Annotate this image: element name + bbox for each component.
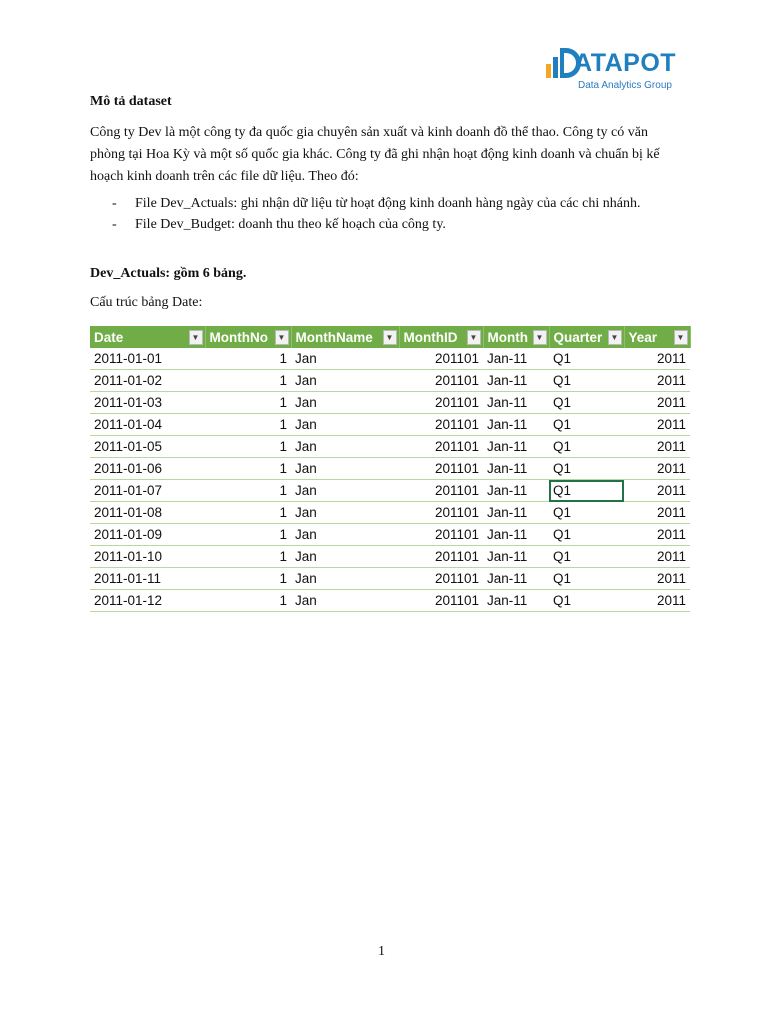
table-cell-year[interactable]: 2011 xyxy=(624,546,690,568)
table-cell-monthname[interactable]: Jan xyxy=(291,348,399,370)
table-cell-quarter[interactable]: Q1 xyxy=(549,436,624,458)
table-cell-year[interactable]: 2011 xyxy=(624,348,690,370)
table-row xyxy=(90,480,690,502)
table-cell-year[interactable]: 2011 xyxy=(624,502,690,524)
table-cell-date[interactable]: 2011-01-04 xyxy=(90,414,205,436)
list-item xyxy=(90,215,680,234)
table-cell-year[interactable]: 2011 xyxy=(624,480,690,502)
logo-wordmark: ATAPOT xyxy=(574,49,677,77)
column-header-monthno[interactable] xyxy=(205,326,291,348)
table-cell-quarter[interactable]: Q1 xyxy=(549,480,624,502)
table-cell-date[interactable]: 2011-01-09 xyxy=(90,524,205,546)
column-header-label: Date xyxy=(94,329,124,345)
table-row xyxy=(90,546,690,568)
table-cell-quarter[interactable]: Q1 xyxy=(549,590,624,612)
table-cell-date[interactable]: 2011-01-05 xyxy=(90,436,205,458)
table-cell-monthid[interactable]: 201101 xyxy=(399,348,483,370)
table-cell-monthno[interactable]: 1 xyxy=(205,590,291,612)
table-cell-monthno[interactable]: 1 xyxy=(205,392,291,414)
table-cell-month[interactable]: Jan-11 xyxy=(483,414,549,436)
filter-dropdown-icon[interactable]: ▼ xyxy=(189,330,203,345)
column-header-label: Quarter xyxy=(553,329,603,345)
table-cell-monthno[interactable]: 1 xyxy=(205,502,291,524)
table-cell-year[interactable]: 2011 xyxy=(624,458,690,480)
table-cell-year[interactable]: 2011 xyxy=(624,436,690,458)
table-cell-month[interactable]: Jan-11 xyxy=(483,502,549,524)
table-row xyxy=(90,458,690,480)
table-cell-monthno[interactable]: 1 xyxy=(205,458,291,480)
table-row xyxy=(90,414,690,436)
column-header-label: MonthNo xyxy=(209,329,268,345)
table-cell-month[interactable]: Jan-11 xyxy=(483,480,549,502)
table-cell-month[interactable]: Jan-11 xyxy=(483,370,549,392)
table-cell-date[interactable]: 2011-01-10 xyxy=(90,546,205,568)
table-cell-monthno[interactable]: 1 xyxy=(205,524,291,546)
table-cell-monthid[interactable]: 201101 xyxy=(399,458,483,480)
sub-heading: Dev_Actuals: gồm 6 bảng. xyxy=(90,266,247,281)
table-row xyxy=(90,524,690,546)
table-row xyxy=(90,392,690,414)
table-row xyxy=(90,590,690,612)
table-cell-quarter[interactable]: Q1 xyxy=(549,392,624,414)
table-cell-monthno[interactable]: 1 xyxy=(205,568,291,590)
list-item xyxy=(90,194,680,213)
table-cell-month[interactable]: Jan-11 xyxy=(483,458,549,480)
table-cell-quarter[interactable]: Q1 xyxy=(549,568,624,590)
intro-paragraph: Công ty Dev là một công ty đa quốc gia chuyên sản xuất và kinh doanh đồ thể thao. Công ty có văn phòng tại Hoa Kỳ và một số quốc gia khác. Công ty đã ghi nhận hoạt động kinh doanh và chuẩn bị kế hoạch kinh doanh trên các file dữ liệu. Theo đó: xyxy=(90,125,660,184)
table-cell-quarter[interactable]: Q1 xyxy=(549,546,624,568)
table-row xyxy=(90,370,690,392)
table-cell-month[interactable]: Jan-11 xyxy=(483,568,549,590)
column-header-quarter[interactable] xyxy=(549,326,624,348)
table-cell-monthid[interactable]: 201101 xyxy=(399,524,483,546)
section-heading: Mô tả dataset xyxy=(90,94,172,109)
filter-dropdown-icon[interactable]: ▼ xyxy=(383,330,397,345)
filter-dropdown-icon[interactable]: ▼ xyxy=(467,330,481,345)
table-cell-year[interactable]: 2011 xyxy=(624,370,690,392)
table-cell-year[interactable]: 2011 xyxy=(624,590,690,612)
table-cell-date[interactable]: 2011-01-06 xyxy=(90,458,205,480)
table-cell-monthno[interactable]: 1 xyxy=(205,414,291,436)
table-cell-month[interactable]: Jan-11 xyxy=(483,392,549,414)
table-cell-date[interactable]: 2011-01-02 xyxy=(90,370,205,392)
column-header-label: Year xyxy=(628,329,658,345)
table-cell-monthname[interactable]: Jan xyxy=(291,546,399,568)
table-cell-year[interactable]: 2011 xyxy=(624,524,690,546)
table-cell-monthno[interactable]: 1 xyxy=(205,480,291,502)
table-header-row xyxy=(90,326,690,348)
filter-dropdown-icon[interactable]: ▼ xyxy=(674,330,688,345)
bullet-dash: - xyxy=(112,217,117,232)
table-row xyxy=(90,568,690,590)
table-cell-quarter[interactable]: Q1 xyxy=(549,502,624,524)
table-cell-monthno[interactable]: 1 xyxy=(205,546,291,568)
table-cell-year[interactable]: 2011 xyxy=(624,568,690,590)
filter-dropdown-icon[interactable]: ▼ xyxy=(533,330,547,345)
table-cell-month[interactable]: Jan-11 xyxy=(483,436,549,458)
table-cell-quarter[interactable]: Q1 xyxy=(549,414,624,436)
table-row xyxy=(90,348,690,370)
table-cell-date[interactable]: 2011-01-08 xyxy=(90,502,205,524)
table-cell-monthname[interactable]: Jan xyxy=(291,370,399,392)
table-cell-monthid[interactable]: 201101 xyxy=(399,370,483,392)
table-cell-monthname[interactable]: Jan xyxy=(291,480,399,502)
list-item-text: File Dev_Actuals: ghi nhận dữ liệu từ hoạt động kinh doanh hàng ngày của các chi nhánh. xyxy=(135,196,641,211)
table-cell-date[interactable]: 2011-01-07 xyxy=(90,480,205,502)
table-cell-quarter[interactable]: Q1 xyxy=(549,524,624,546)
table-cell-year[interactable]: 2011 xyxy=(624,414,690,436)
table-cell-monthid[interactable]: 201101 xyxy=(399,590,483,612)
bullet-dash: - xyxy=(112,196,117,211)
table-cell-month[interactable]: Jan-11 xyxy=(483,546,549,568)
table-caption: Cấu trúc bảng Date: xyxy=(90,295,203,310)
column-header-date[interactable] xyxy=(90,326,205,348)
logo-tagline: Data Analytics Group xyxy=(578,80,672,91)
table-row xyxy=(90,502,690,524)
table-cell-monthid[interactable]: 201101 xyxy=(399,436,483,458)
table-cell-monthname[interactable]: Jan xyxy=(291,524,399,546)
table-cell-monthid[interactable]: 201101 xyxy=(399,392,483,414)
filter-dropdown-icon[interactable]: ▼ xyxy=(275,330,289,345)
table-cell-monthid[interactable]: 201101 xyxy=(399,546,483,568)
table-cell-monthname[interactable]: Jan xyxy=(291,568,399,590)
table-cell-date[interactable]: 2011-01-12 xyxy=(90,590,205,612)
table-cell-monthno[interactable]: 1 xyxy=(205,436,291,458)
table-cell-monthname[interactable]: Jan xyxy=(291,392,399,414)
table-cell-monthname[interactable]: Jan xyxy=(291,502,399,524)
table-row xyxy=(90,436,690,458)
table-cell-date[interactable]: 2011-01-01 xyxy=(90,348,205,370)
table-cell-monthname[interactable]: Jan xyxy=(291,590,399,612)
table-cell-month[interactable]: Jan-11 xyxy=(483,524,549,546)
list-item-text: File Dev_Budget: doanh thu theo kế hoạch của công ty. xyxy=(135,217,446,232)
date-table-screenshot xyxy=(90,326,686,612)
datapot-logo xyxy=(544,42,684,94)
column-header-label: MonthID xyxy=(403,329,458,345)
column-header-month[interactable] xyxy=(483,326,549,348)
table-cell-monthid[interactable]: 201101 xyxy=(399,480,483,502)
date-table xyxy=(90,326,691,612)
table-cell-quarter[interactable]: Q1 xyxy=(549,370,624,392)
table-cell-date[interactable]: 2011-01-11 xyxy=(90,568,205,590)
table-cell-monthname[interactable]: Jan xyxy=(291,414,399,436)
table-body xyxy=(90,348,690,612)
table-cell-monthid[interactable]: 201101 xyxy=(399,568,483,590)
column-header-label: MonthName xyxy=(295,329,373,345)
table-cell-quarter[interactable]: Q1 xyxy=(549,458,624,480)
table-cell-quarter[interactable]: Q1 xyxy=(549,348,624,370)
table-cell-monthid[interactable]: 201101 xyxy=(399,414,483,436)
table-cell-monthname[interactable]: Jan xyxy=(291,458,399,480)
column-header-label: Month xyxy=(487,329,528,345)
column-header-monthname[interactable] xyxy=(291,326,399,348)
column-header-monthid[interactable] xyxy=(399,326,483,348)
page-number: 1 xyxy=(378,944,385,959)
table-cell-year[interactable]: 2011 xyxy=(624,392,690,414)
table-cell-date[interactable]: 2011-01-03 xyxy=(90,392,205,414)
table-cell-monthid[interactable]: 201101 xyxy=(399,502,483,524)
table-cell-month[interactable]: Jan-11 xyxy=(483,590,549,612)
table-cell-monthno[interactable]: 1 xyxy=(205,370,291,392)
filter-dropdown-icon[interactable]: ▼ xyxy=(608,330,622,345)
table-cell-monthno[interactable]: 1 xyxy=(205,348,291,370)
table-cell-monthname[interactable]: Jan xyxy=(291,436,399,458)
column-header-year[interactable] xyxy=(624,326,690,348)
file-list xyxy=(90,194,680,236)
table-cell-month[interactable]: Jan-11 xyxy=(483,348,549,370)
